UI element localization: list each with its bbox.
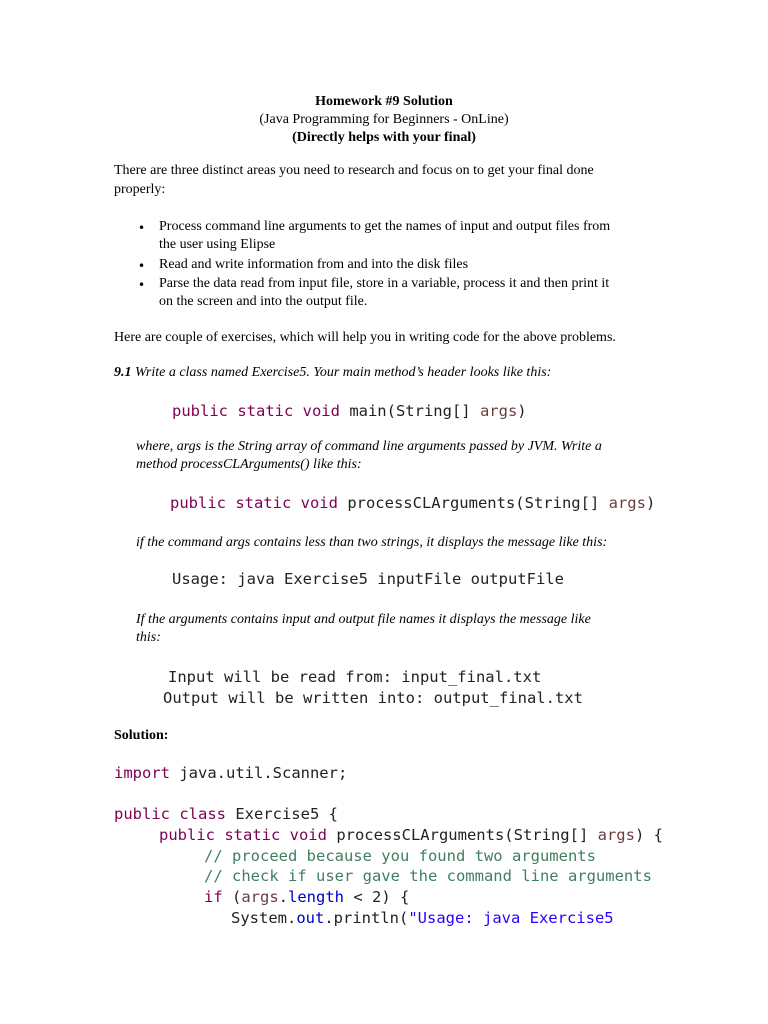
bullet-icon: • [138,259,146,273]
code-text: ( [222,888,242,906]
code-text: ) { [634,826,663,844]
exercise-heading [114,365,551,381]
code-line-comment-1: // proceed because you found two arguments [204,847,596,865]
string-literal: "Usage: java Exercise5 [408,909,614,927]
if-less-text: if the command args contains less than two strings, it displays the message like this: [136,535,608,550]
output-line-2: Output will be written into: output_final.txt [163,689,583,707]
document-note: (Directly helps with your final) [292,130,476,145]
field-name: out [296,909,325,927]
usage-message: Usage: java Exercise5 inputFile outputFile [172,570,564,588]
code-text: < 2) { [344,888,410,906]
intro-line-1: There are three distinct areas you need to research and focus on to get your final done [114,163,594,178]
bullet-text-line-1: Process command line arguments to get the names of input and output files from [159,219,611,234]
field-name: length [288,888,345,906]
where-line-1: where, args is the String array of command line arguments passed by JVM. Write a [136,439,602,454]
code-text: java.util.Scanner; [170,764,348,782]
output-line-1: Input will be read from: input_final.txt [168,668,542,686]
param-name: args [608,494,646,512]
param-name: args [241,888,279,906]
code-line-if [204,888,409,906]
bullet-text-line-1: Read and write information from and into the disk files [159,257,469,272]
document-title: Homework #9 Solution [315,94,453,109]
keyword: public class [114,805,226,823]
paren-close: ) [517,402,527,420]
code-line-class [114,805,338,823]
code-text: System. [231,909,297,927]
param-name: args [479,402,518,420]
bullet-icon: • [138,278,146,292]
if-args-line-1: If the arguments contains input and output file names it displays the message like [136,612,591,627]
where-line-2: method processCLArguments() like this: [136,457,362,472]
method-signature: main(String[] [339,402,480,420]
main-method-header [172,402,527,420]
exercise-number: 9.1 [114,365,132,380]
code-line-println [231,909,614,927]
bullet-text-line-2: on the screen and into the output file. [159,294,368,309]
keyword: public static void [170,494,338,512]
exercise-text: Write a class named Exercise5. Your main method’s header looks like this: [131,365,552,380]
bullet-text-line-1: Parse the data read from input file, store in a variable, process it and then print it [159,276,610,291]
code-text: processCLArguments(String[] [326,826,598,844]
param-name: args [597,826,635,844]
keyword: public static void [172,402,340,420]
if-args-line-2: this: [136,630,161,645]
process-method-header [170,494,655,512]
intro-line-2: properly: [114,182,166,197]
keyword: if [204,888,223,906]
code-text: Exercise5 { [225,805,338,823]
method-signature: processCLArguments(String[] [337,494,609,512]
exercises-intro: Here are couple of exercises, which will help you in writing code for the above problems. [114,330,616,345]
bullet-icon: • [138,221,146,235]
solution-label: Solution: [114,728,169,743]
code-line-comment-2: // check if user gave the command line arguments [204,867,652,885]
paren-close: ) [645,494,656,512]
code-text: .println( [324,909,409,927]
keyword: import [114,764,170,782]
bullet-text-line-2: the user using Elipse [159,237,276,252]
code-line-import [114,764,347,782]
keyword: public static void [159,826,327,844]
code-text: . [278,888,289,906]
code-line-method [159,826,663,844]
document-subtitle: (Java Programming for Beginners - OnLine) [259,112,509,127]
